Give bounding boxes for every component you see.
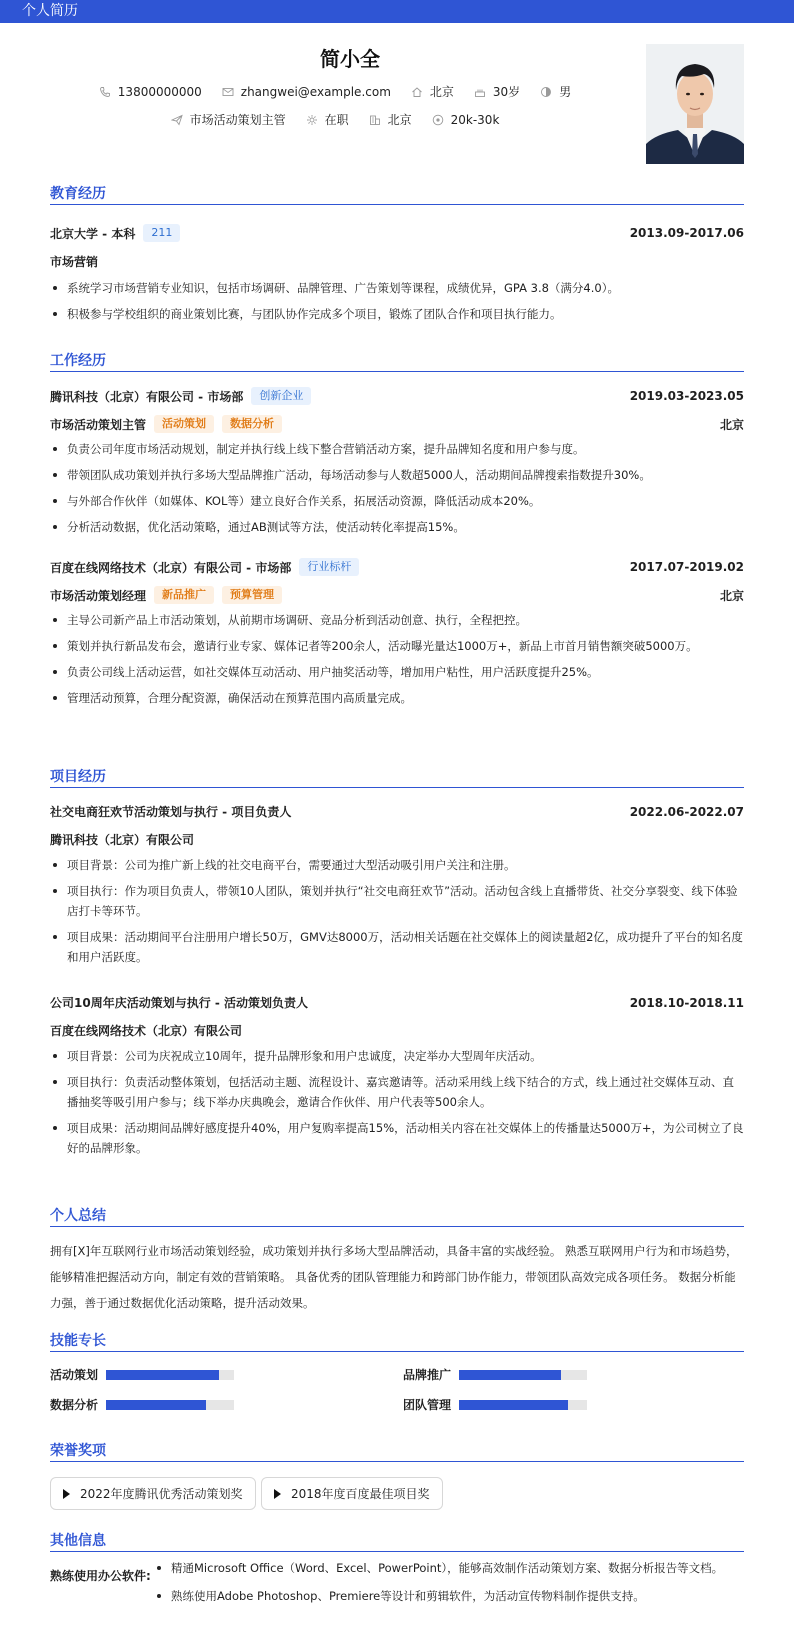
list-item: 策划并执行新品发布会，邀请行业专家、媒体记者等200余人，活动曝光量达1000万+，新品上市首月销售额突破5000万。 — [50, 636, 744, 656]
building-icon — [369, 114, 381, 126]
resume-name: 简小全 — [320, 47, 380, 71]
list-item: 管理活动预算，合理分配资源，确保活动在预算范围内高质量完成。 — [50, 688, 744, 708]
award-item — [50, 1477, 256, 1510]
project-company-2: 百度在线网络技术（北京）有限公司 — [50, 1024, 243, 1038]
education-section — [50, 183, 744, 333]
send-icon — [171, 114, 183, 126]
skill-bar — [106, 1400, 234, 1410]
contact-gender: 男 — [540, 83, 571, 100]
top-bar — [0, 0, 794, 23]
skill-bar-fill — [106, 1370, 219, 1380]
skill-name: 团队管理 — [403, 1398, 452, 1412]
project-company-1: 腾讯科技（北京）有限公司 — [50, 833, 195, 847]
education-major: 市场营销 — [50, 255, 99, 269]
intent-row — [0, 111, 670, 128]
skill-tag: 活动策划 — [154, 415, 214, 433]
phone-icon — [99, 86, 111, 98]
list-item: 项目执行：作为项目负责人，带领10人团队，策划并执行“社交电商狂欢节”活动。活动包含线上直播带货、社交分享裂变、线下体验店打卡等环节。 — [50, 881, 744, 921]
list-item: 项目执行：负责活动整体策划，包括活动主题、流程设计、嘉宾邀请等。活动采用线上线下结合的方式，线上通过社交媒体互动、直播抽奖等吸引用户参与；线下举办庆典晚会，邀请合作伙伴、用户代表等500余人。 — [50, 1072, 744, 1112]
projects-section — [50, 766, 744, 1176]
company-name: 腾讯科技（北京）有限公司 - 市场部 — [50, 389, 244, 404]
skill-tag: 新品推广 — [154, 586, 214, 604]
summary-text: 拥有[X]年互联网行业市场活动策划经验，成功策划并执行多场大型品牌活动，具备丰富的实战经验。 熟悉互联网用户行为和市场趋势，能够精准把握活动方向，制定有效的营销策略。 具备优秀的团队管理能力和跨部门协作能力，带领团队高效完成各项任务。 数据分析能力强，善于通过数据优化活动策略，提升活动效果。 — [50, 1244, 738, 1310]
job-bullets-1 — [50, 439, 744, 543]
projects-title: 项目经历 — [50, 766, 744, 788]
contact-email: zhangwei@example.com — [222, 85, 391, 99]
home-icon — [411, 86, 423, 98]
education-bullets — [50, 278, 744, 330]
skills-section — [50, 1330, 744, 1410]
contact-age: 30岁 — [474, 83, 520, 100]
list-item: 积极参与学校组织的商业策划比赛，与团队协作完成多个项目，锻炼了团队合作和项目执行能力。 — [50, 304, 744, 324]
job-date: 2017.07-2019.02 — [629, 560, 744, 574]
award-item — [261, 1477, 443, 1510]
skill-name: 品牌推广 — [403, 1368, 452, 1382]
triangle-icon — [274, 1489, 281, 1499]
contact-row — [0, 83, 670, 100]
intent-status: 在职 — [306, 111, 349, 128]
education-title: 教育经历 — [50, 183, 744, 205]
awards-title: 荣誉奖项 — [50, 1440, 744, 1462]
skill-tag: 数据分析 — [222, 415, 282, 433]
school-name: 北京大学 - 本科 — [50, 226, 136, 241]
job-head-2 — [50, 558, 744, 576]
intent-city: 北京 — [369, 111, 412, 128]
intent-position: 市场活动策划主管 — [171, 111, 286, 128]
job-location: 北京 — [719, 417, 744, 432]
profile-photo — [646, 44, 744, 164]
project-name: 社交电商狂欢节活动策划与执行 - 项目负责人 — [50, 805, 292, 819]
contact-city: 北京 — [411, 83, 454, 100]
job-sub-1 — [50, 415, 744, 433]
award-label: 2022年度腾讯优秀活动策划奖 — [80, 1487, 243, 1501]
list-item: 与外部合作伙伴（如媒体、KOL等）建立良好合作关系，拓展活动资源，降低活动成本20%。 — [50, 491, 744, 511]
skill-item — [403, 1366, 587, 1383]
salary-icon — [432, 114, 444, 126]
company-name: 百度在线网络技术（北京）有限公司 - 市场部 — [50, 560, 292, 575]
job-position: 市场活动策划经理 — [50, 588, 147, 603]
skill-bar-fill — [459, 1370, 561, 1380]
job-bullets-2 — [50, 610, 744, 714]
profile-header — [0, 23, 794, 183]
summary-section — [50, 1205, 744, 1315]
other-section — [50, 1530, 744, 1630]
other-list — [154, 1558, 754, 1614]
award-label: 2018年度百度最佳项目奖 — [291, 1487, 430, 1501]
job-sub-2 — [50, 586, 744, 604]
skill-name: 数据分析 — [50, 1398, 99, 1412]
skills-title: 技能专长 — [50, 1330, 744, 1352]
office-skills-label: 熟练使用办公软件: — [50, 1569, 151, 1583]
education-date: 2013.09-2017.06 — [629, 226, 744, 240]
education-entry-head — [50, 224, 744, 242]
job-head-1 — [50, 387, 744, 405]
project-head-2 — [50, 994, 744, 1011]
project-head-1 — [50, 803, 744, 820]
list-item: 分析活动数据，优化活动策略，通过AB测试等方法，使活动转化率提高15%。 — [50, 517, 744, 537]
triangle-icon — [63, 1489, 70, 1499]
work-section — [50, 350, 744, 740]
project-date: 2018.10-2018.11 — [629, 995, 744, 1010]
list-item: 系统学习市场营销专业知识，包括市场调研、品牌管理、广告策划等课程，成绩优异，GPA 3.8（满分4.0）。 — [50, 278, 744, 298]
age-icon — [474, 86, 486, 98]
intent-salary: 20k-30k — [432, 113, 500, 127]
list-item: 带领团队成功策划并执行多场大型品牌推广活动，每场活动参与人数超5000人，活动期间品牌搜索指数提升30%。 — [50, 465, 744, 485]
skill-bar — [459, 1400, 587, 1410]
company-tag: 行业标杆 — [299, 558, 359, 576]
school-tag: 211 — [143, 224, 180, 242]
job-date: 2019.03-2023.05 — [629, 389, 744, 403]
list-item: 负责公司年度市场活动规划，制定并执行线上线下整合营销活动方案，提升品牌知名度和用户参与度。 — [50, 439, 744, 459]
list-item: 精通Microsoft Office（Word、Excel、PowerPoint），能够高效制作活动策划方案、数据分析报告等文档。 — [154, 1558, 754, 1578]
list-item: 主导公司新产品上市活动策划，从前期市场调研、竞品分析到活动创意、执行，全程把控。 — [50, 610, 744, 630]
company-tag: 创新企业 — [251, 387, 311, 405]
status-icon — [306, 114, 318, 126]
project-bullets-1 — [50, 855, 744, 973]
list-item: 项目背景：公司为庆祝成立10周年，提升品牌形象和用户忠诚度，决定举办大型周年庆活动。 — [50, 1046, 744, 1066]
contact-phone: 13800000000 — [99, 85, 202, 99]
skill-item — [403, 1396, 587, 1413]
skill-item — [50, 1366, 234, 1383]
skill-name: 活动策划 — [50, 1368, 99, 1382]
work-title: 工作经历 — [50, 350, 744, 372]
summary-title: 个人总结 — [50, 1205, 744, 1227]
page-title: 个人简历 — [22, 3, 78, 19]
awards-section — [50, 1440, 744, 1510]
skill-bar-fill — [459, 1400, 568, 1410]
project-date: 2022.06-2022.07 — [629, 804, 744, 819]
list-item: 项目背景：公司为推广新上线的社交电商平台，需要通过大型活动吸引用户关注和注册。 — [50, 855, 744, 875]
gender-icon — [540, 86, 552, 98]
list-item: 项目成果：活动期间平台注册用户增长50万，GMV达8000万，活动相关话题在社交媒体上的阅读量超2亿，成功提升了平台的知名度和用户活跃度。 — [50, 927, 744, 967]
skill-bar — [459, 1370, 587, 1380]
skill-bar-fill — [106, 1400, 206, 1410]
other-title: 其他信息 — [50, 1530, 744, 1552]
mail-icon — [222, 86, 234, 98]
project-name: 公司10周年庆活动策划与执行 - 活动策划负责人 — [50, 996, 309, 1010]
project-bullets-2 — [50, 1046, 744, 1164]
skill-tag: 预算管理 — [222, 586, 282, 604]
skill-item — [50, 1396, 234, 1413]
job-location: 北京 — [719, 588, 744, 603]
list-item: 项目成果：活动期间品牌好感度提升40%，用户复购率提高15%，活动相关内容在社交媒体上的传播量达5000万+，为公司树立了良好的品牌形象。 — [50, 1118, 744, 1158]
skill-bar — [106, 1370, 234, 1380]
list-item: 负责公司线上活动运营，如社交媒体互动活动、用户抽奖活动等，增加用户粘性，用户活跃度提升25%。 — [50, 662, 744, 682]
list-item: 熟练使用Adobe Photoshop、Premiere等设计和剪辑软件，为活动宣传物料制作提供支持。 — [154, 1586, 754, 1606]
job-position: 市场活动策划主管 — [50, 417, 147, 432]
